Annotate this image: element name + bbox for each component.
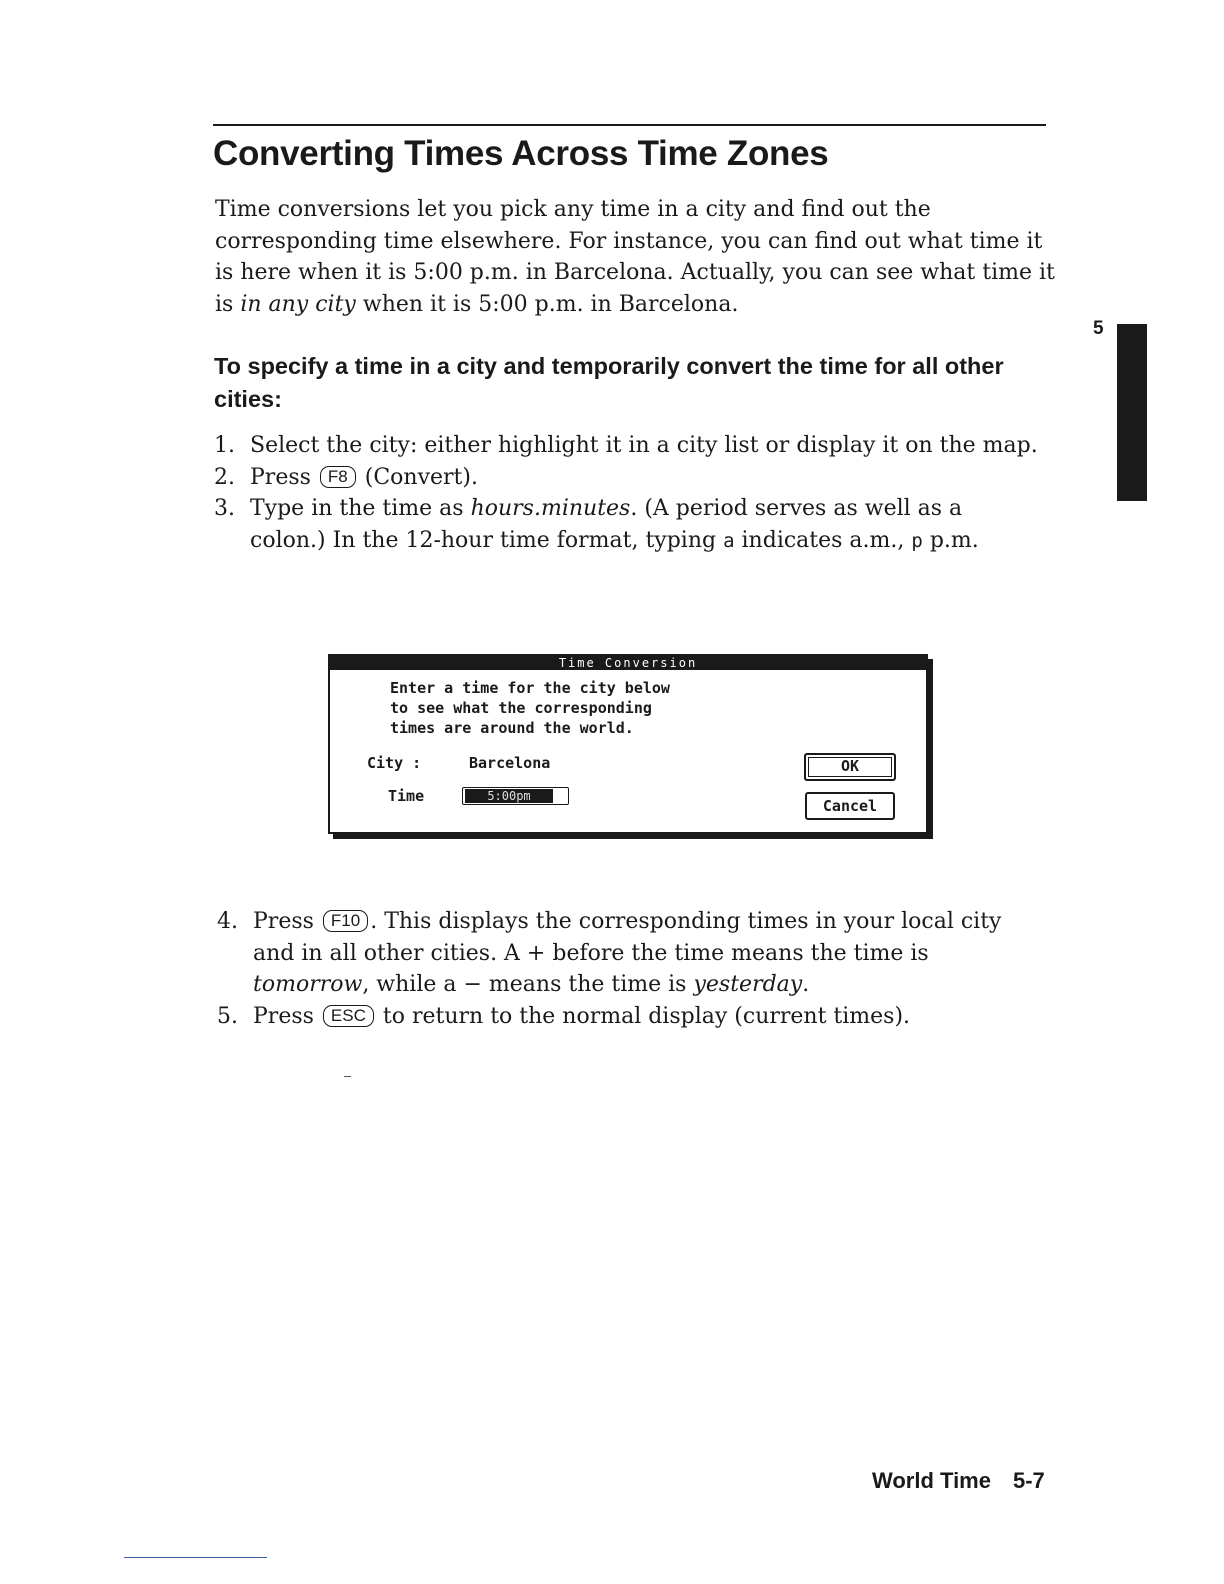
intro-emphasis: in any city xyxy=(240,291,356,317)
page-title: Converting Times Across Time Zones xyxy=(213,134,829,173)
step-5: 5. Press ESC to return to the normal display (current times). xyxy=(217,1003,911,1029)
f10-key: F10 xyxy=(323,910,368,932)
cancel-button[interactable]: Cancel xyxy=(805,792,895,820)
step-1: 1. Select the city: either highlight it in a city list or display it on the map. xyxy=(214,433,1038,458)
time-input[interactable] xyxy=(462,787,569,805)
city-label: City : xyxy=(367,754,422,772)
intro-text: Time conversions let you pick any time in a city and find out the corresponding time elsewhere. For instance, you can find out what time it is here when it is 5:00 p.m. in Barcelona. Actually, you can see what time it is xyxy=(215,197,1055,317)
footer-section: World Time xyxy=(872,1468,991,1493)
time-input-value: 5:00pm xyxy=(465,789,553,803)
intro-text-end: when it is 5:00 p.m. in Barcelona. xyxy=(355,291,739,317)
bottom-edge-line xyxy=(124,1557,267,1558)
city-value: Barcelona xyxy=(469,754,551,772)
a-key: a xyxy=(723,529,735,552)
time-label: Time xyxy=(388,787,425,805)
dialog-title: Time Conversion xyxy=(330,656,926,670)
step-2: 2. Press F8 (Convert). xyxy=(214,464,478,490)
esc-key: ESC xyxy=(323,1005,374,1027)
dialog-message: Enter a time for the city below to see what the corresponding times are around the world. xyxy=(390,679,670,737)
top-rule xyxy=(213,124,1046,126)
step-3: 3. Type in the time as hours.minutes. (A period serves as well as a colon.) In the 12-hour time format, typing a indicates a.m., p p.m. xyxy=(214,496,979,553)
procedure-heading: To specify a time in a city and temporarily convert the time for all other cities: xyxy=(214,353,1004,412)
page-number: 5-7 xyxy=(1012,1468,1045,1493)
page-footer xyxy=(872,1468,1045,1494)
steps-list-continued xyxy=(217,906,1047,1032)
steps-list xyxy=(214,430,1044,557)
ok-button[interactable]: OK xyxy=(804,753,896,781)
scan-speck xyxy=(344,1076,351,1077)
p-key: p xyxy=(911,529,923,552)
time-conversion-dialog xyxy=(328,654,928,834)
chapter-number: 5 xyxy=(1093,318,1104,339)
step-4: 4. Press F10 . This displays the corresponding times in your local city and in all other cities. A + before the time means the time is tomorrow, while a − means the time is yesterday. xyxy=(217,909,1002,997)
intro-paragraph xyxy=(215,194,1055,320)
f8-key: F8 xyxy=(320,466,356,488)
chapter-tab-bar xyxy=(1117,324,1147,501)
